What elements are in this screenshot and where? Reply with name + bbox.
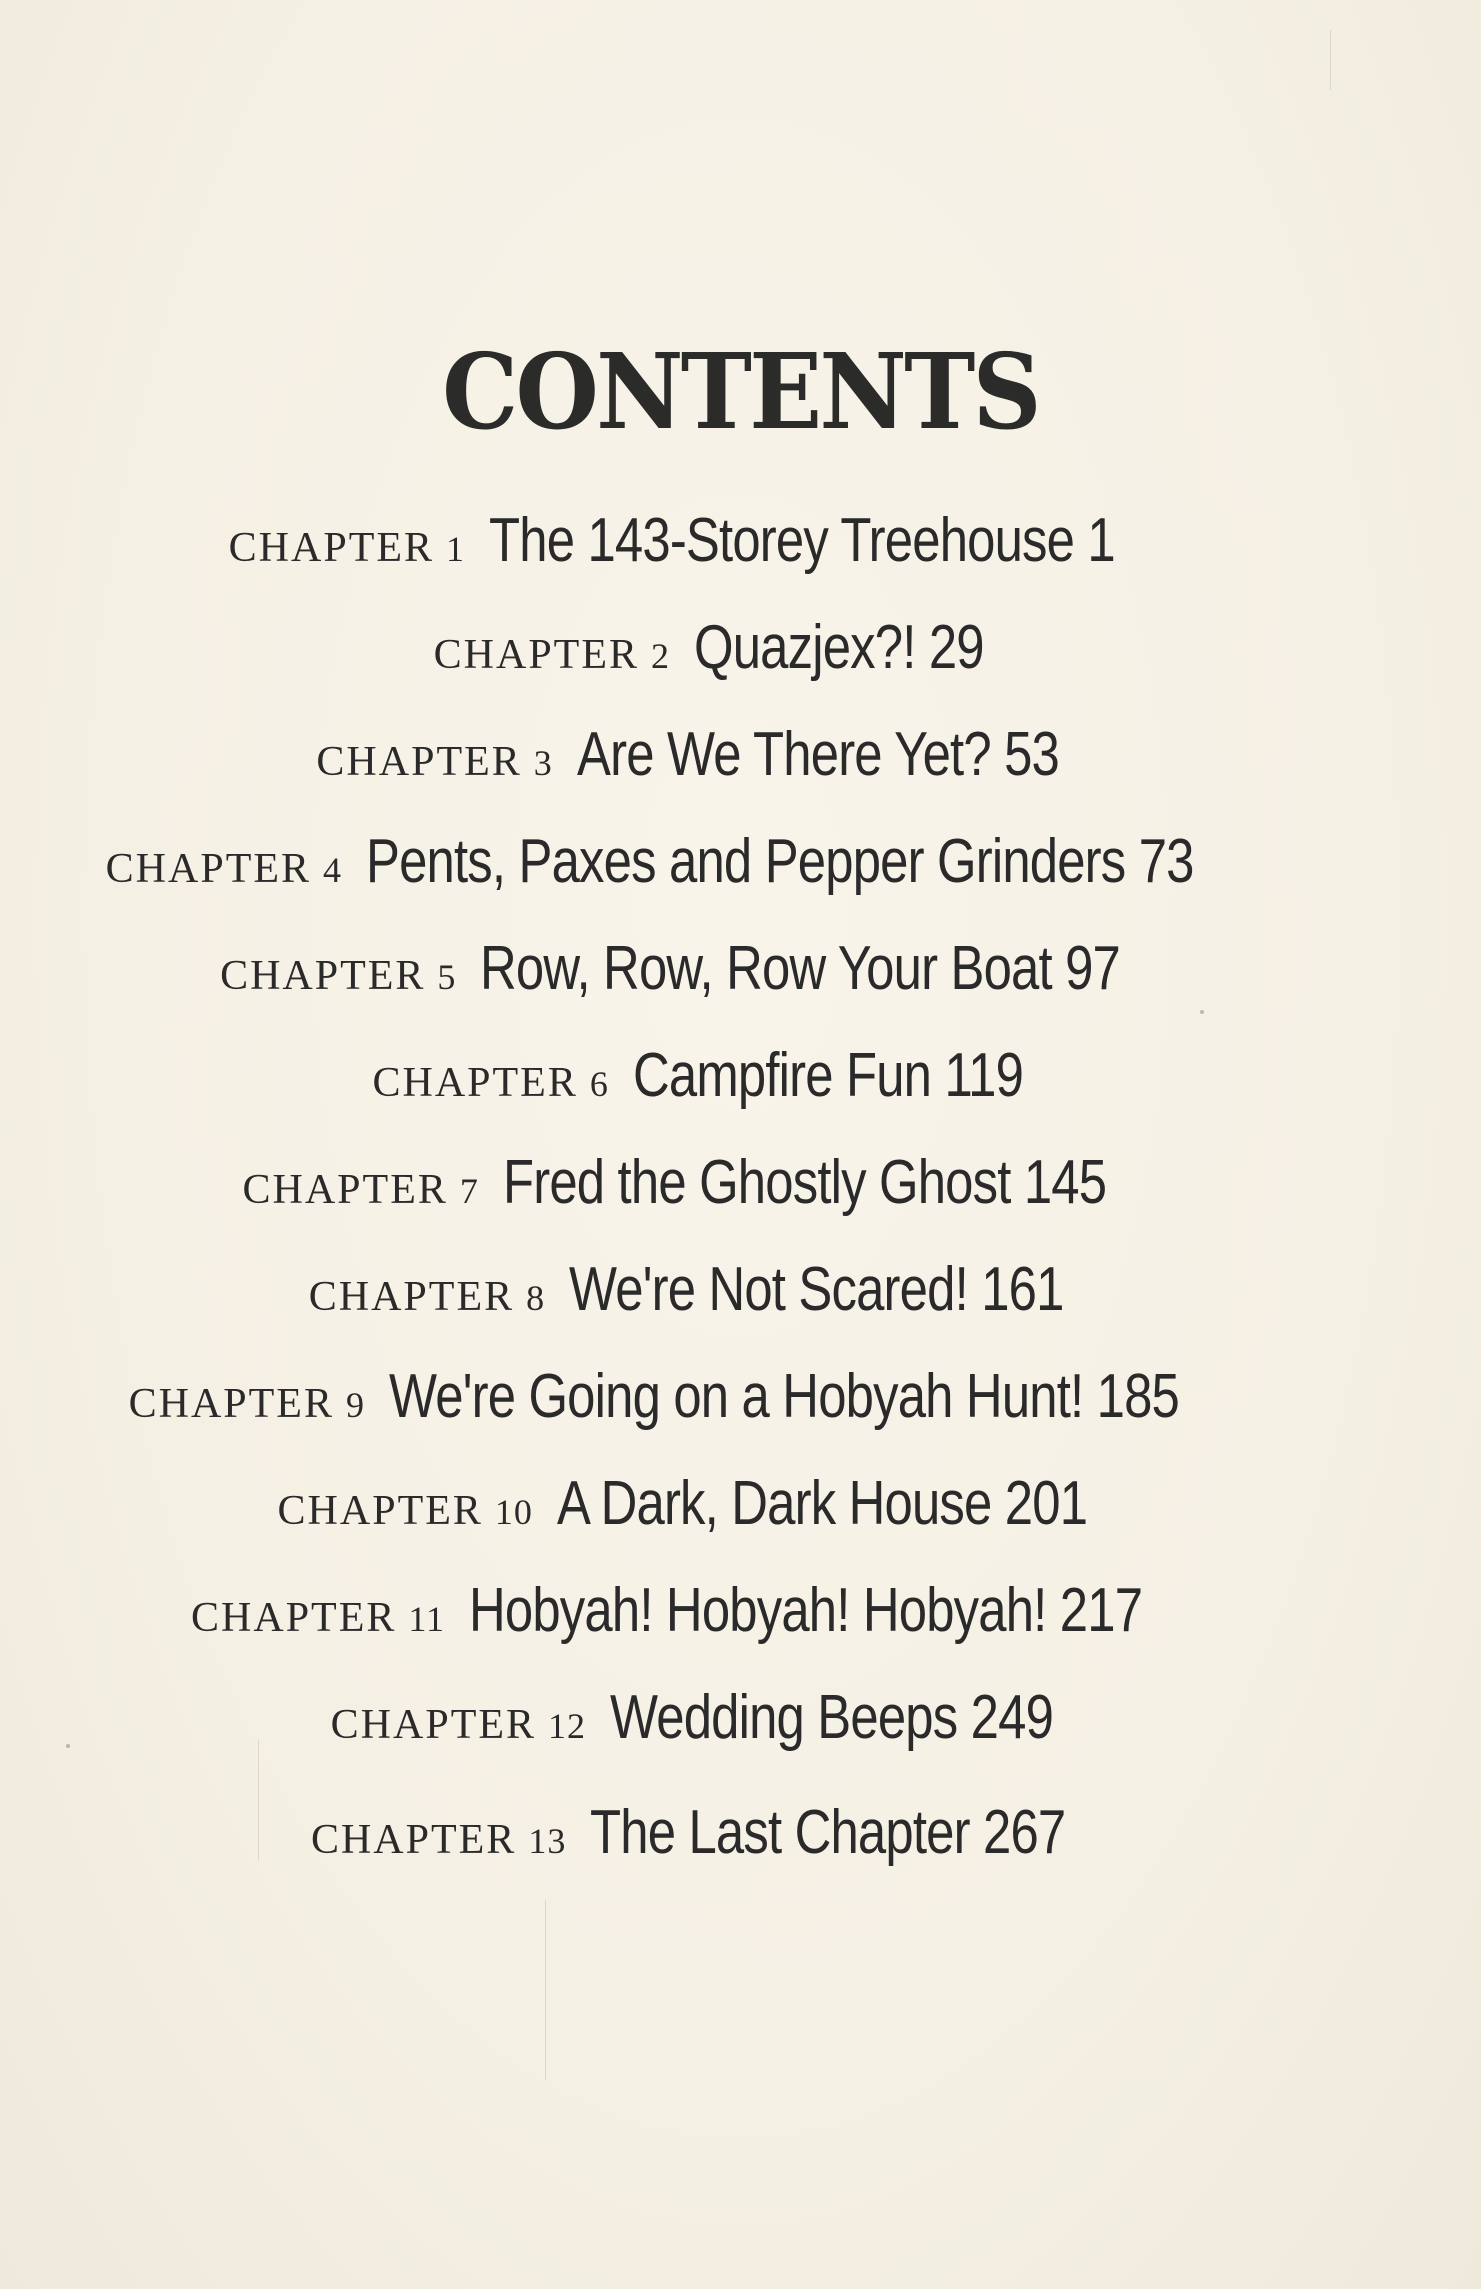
contents-heading: CONTENTS (442, 330, 1039, 453)
chapter-label: CHAPTER 9 (128, 1381, 365, 1427)
toc-entry (0, 1797, 1481, 1868)
chapter-title: We're Going on a Hobyah Hunt! 185 (388, 1362, 1179, 1431)
page-number: 29 (928, 613, 984, 682)
chapter-title: Row, Row, Row Your Boat 97 (480, 934, 1121, 1003)
page-number: 73 (1138, 827, 1194, 896)
page-number: 1 (1087, 506, 1115, 575)
toc-entry (0, 719, 1481, 790)
page-number: 119 (944, 1041, 1023, 1110)
page-number: 217 (1059, 1576, 1143, 1645)
toc-entry (0, 1468, 1481, 1539)
toc-entry (0, 933, 1481, 1004)
toc-entry (0, 612, 1481, 683)
chapter-title: A Dark, Dark House 201 (556, 1469, 1088, 1538)
page-number: 249 (970, 1683, 1054, 1752)
chapter-title: The 143-Storey Treehouse 1 (489, 506, 1115, 575)
toc-entry (0, 505, 1481, 576)
chapter-label: CHAPTER 12 (330, 1702, 587, 1748)
chapter-label: CHAPTER 1 (228, 525, 466, 571)
toc-entry (0, 1575, 1481, 1646)
toc-entry (0, 1040, 1481, 1111)
page-number: 97 (1065, 934, 1121, 1003)
page-number: 145 (1023, 1148, 1107, 1217)
chapter-label: CHAPTER 2 (433, 632, 670, 678)
toc-entry (0, 1682, 1481, 1753)
chapter-title: Fred the Ghostly Ghost 145 (502, 1148, 1107, 1217)
chapter-label: CHAPTER 7 (242, 1167, 479, 1213)
toc-entry (0, 1361, 1481, 1432)
chapter-title: Are We There Yet? 53 (576, 720, 1059, 789)
page-number: 53 (1003, 720, 1059, 789)
chapter-label: CHAPTER 11 (191, 1595, 446, 1641)
chapter-label: CHAPTER 5 (220, 953, 457, 999)
chapter-title: We're Not Scared! 161 (569, 1255, 1064, 1324)
page-number: 201 (1004, 1469, 1088, 1538)
chapter-title: Campfire Fun 119 (632, 1041, 1023, 1110)
chapter-label: CHAPTER 13 (310, 1817, 567, 1863)
toc-entry (0, 1254, 1481, 1325)
chapter-title: The Last Chapter 267 (590, 1798, 1066, 1867)
chapter-label: CHAPTER 4 (105, 846, 343, 892)
toc-entry (0, 1147, 1481, 1218)
toc-entry (0, 826, 1481, 897)
chapter-title: Wedding Beeps 249 (610, 1683, 1054, 1752)
chapter-label: CHAPTER 6 (372, 1060, 609, 1106)
paper-crease (545, 1900, 546, 2080)
chapter-title: Quazjex?! 29 (694, 613, 984, 682)
chapter-label: CHAPTER 8 (308, 1274, 546, 1320)
chapter-title: Pents, Paxes and Pepper Grinders 73 (366, 827, 1194, 896)
page-number: 161 (981, 1255, 1064, 1324)
page-number: 267 (983, 1798, 1066, 1867)
chapter-title: Hobyah! Hobyah! Hobyah! 217 (469, 1576, 1143, 1645)
chapter-label: CHAPTER 10 (277, 1488, 533, 1534)
chapter-label: CHAPTER 3 (316, 739, 553, 785)
page-number: 185 (1096, 1362, 1179, 1431)
paper-speck (1200, 1010, 1204, 1014)
paper-crease (1330, 30, 1331, 90)
